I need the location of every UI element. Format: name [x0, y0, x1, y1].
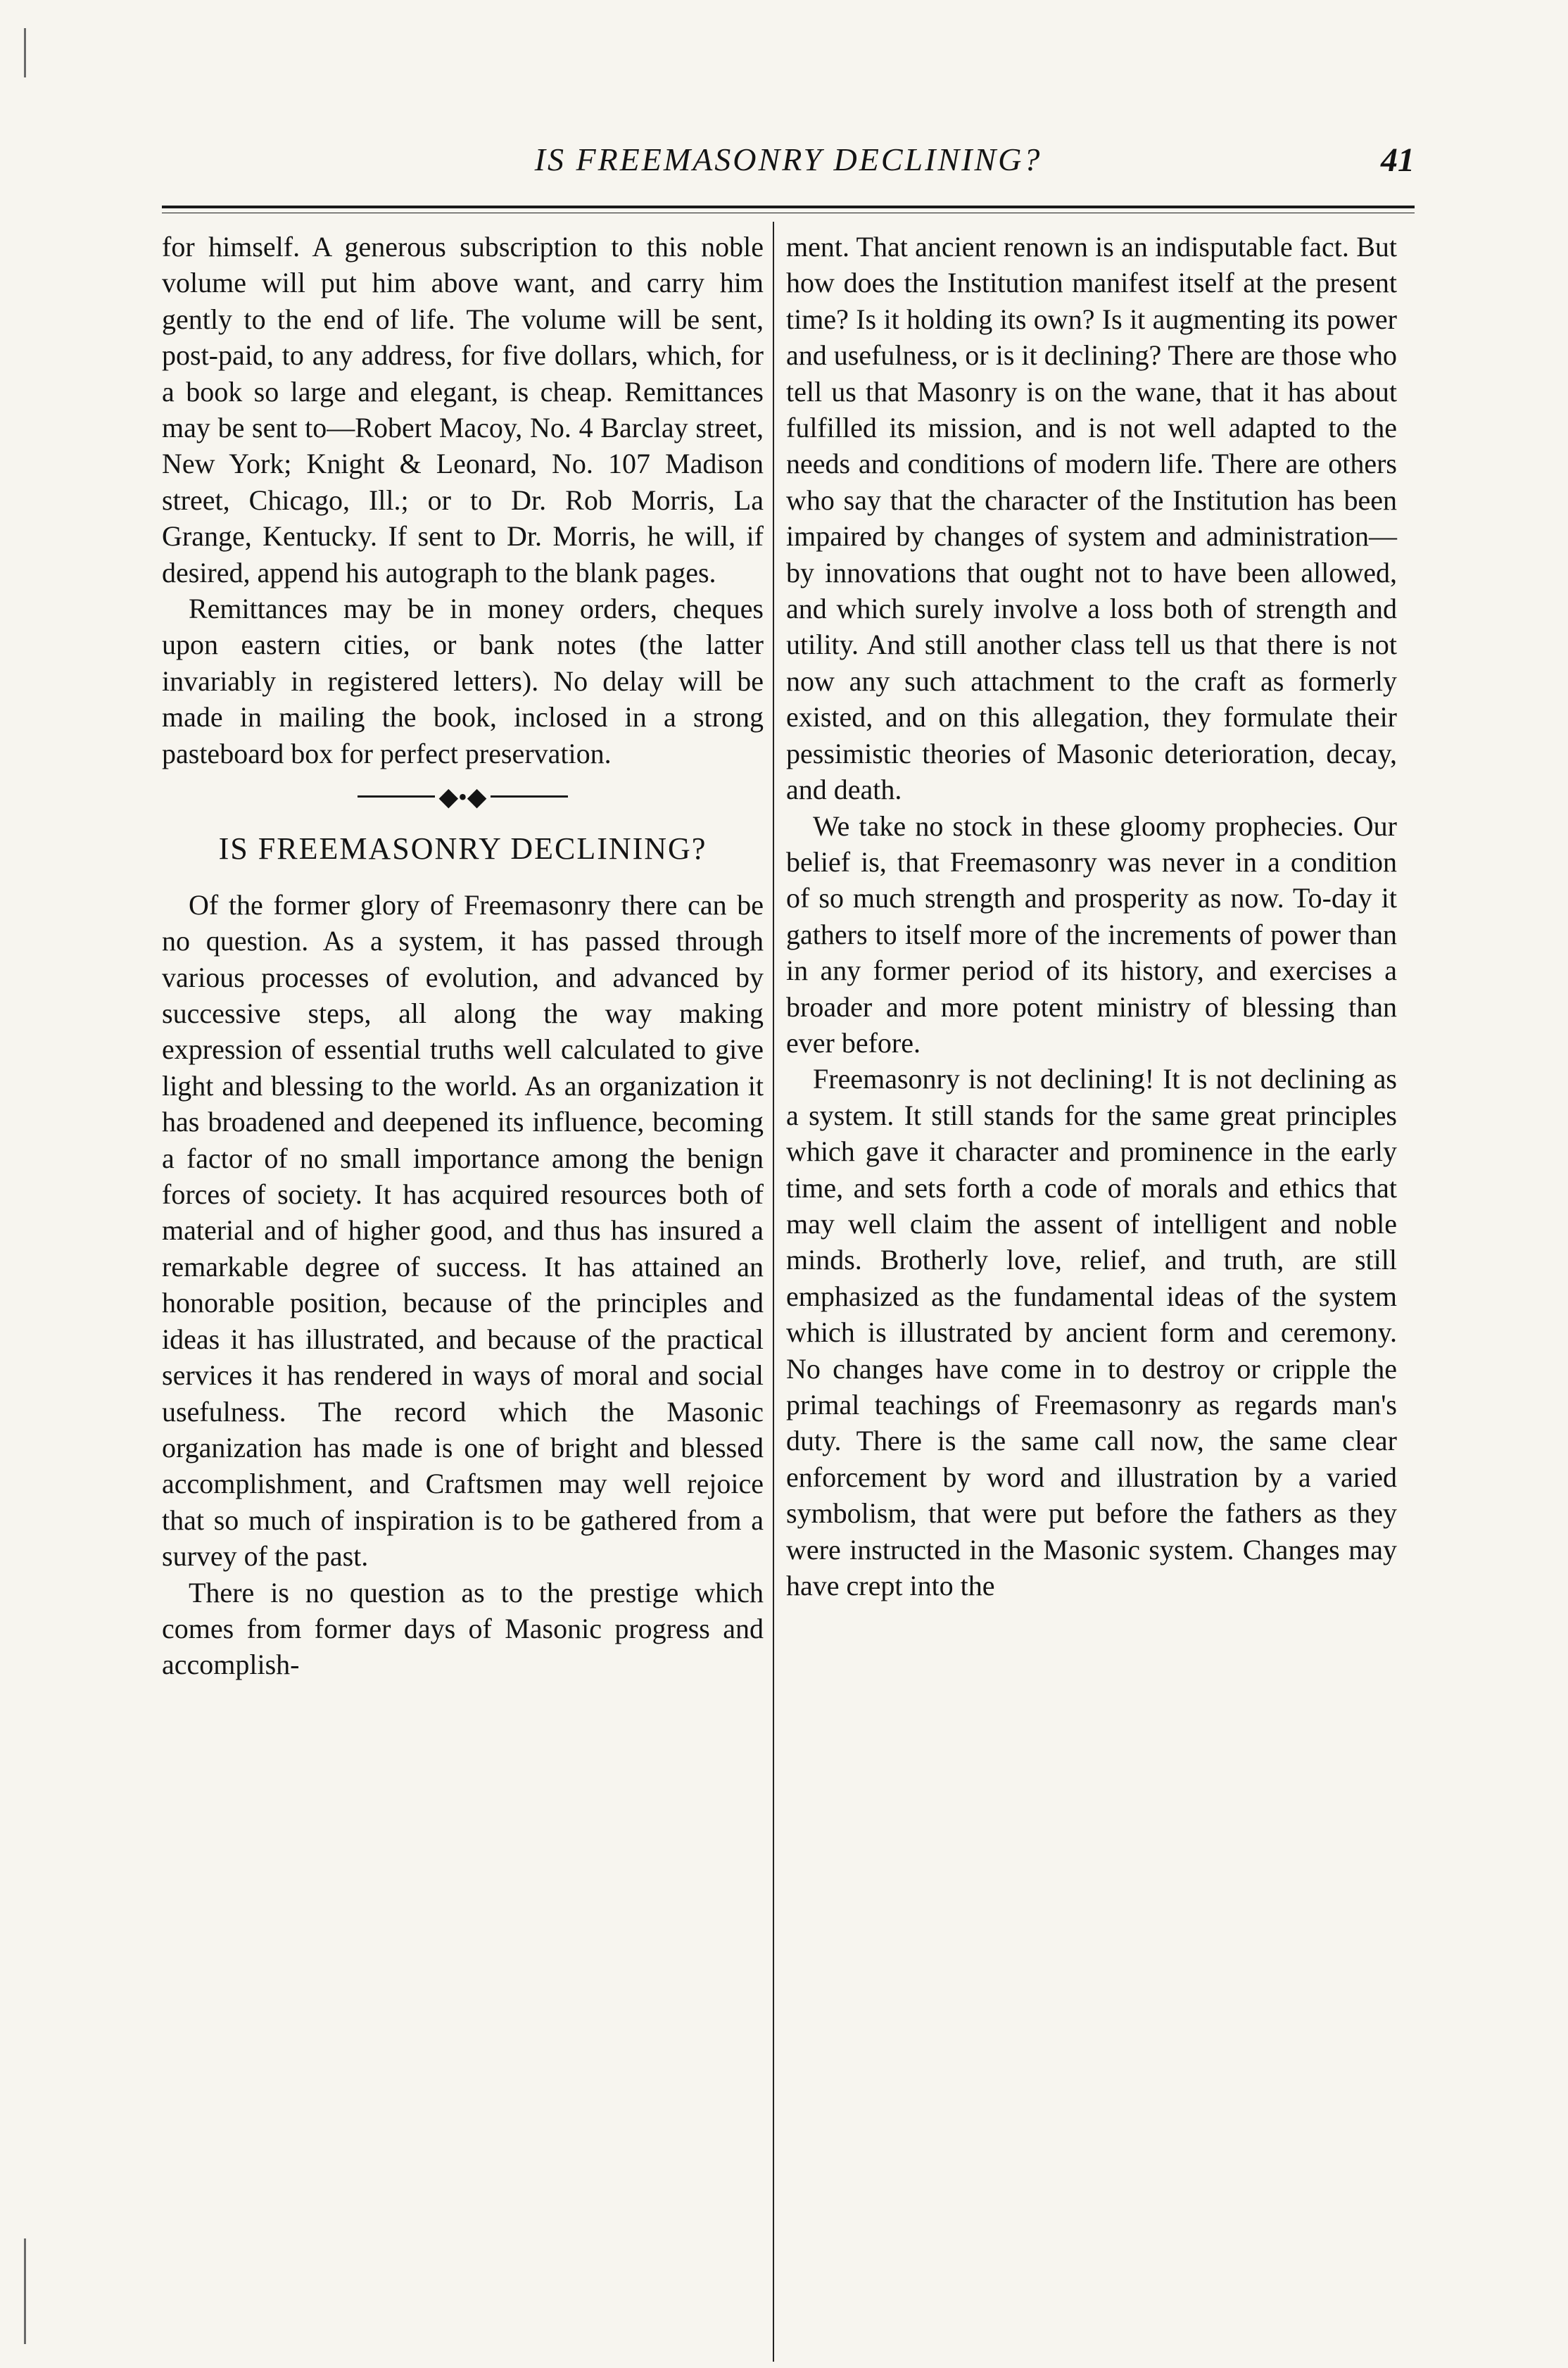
continued-paragraph: for himself. A generous subscription to this noble volume will put him above want, and carry him gently to the end of life. The volume will be sent, post-paid, to any address, for five dollars, which, for a book so large and elegant, is cheap. Remittances may be sent to—Robert Macoy, No. 4 Barclay street, New York; Knight & Leonard, No. 107 Madison street, Chicago, Ill.; or to Dr. Rob Morris, La Grange, Kentucky. If sent to Dr. Morris, he will, if desired, append his autograph to the blank pages.: [162, 231, 764, 588]
page-edge-mark: [24, 2238, 26, 2344]
ornament-rule-right: [491, 795, 568, 798]
running-head-title: IS FREEMASONRY DECLINING?: [534, 141, 1042, 177]
page-number: 41: [1381, 141, 1415, 179]
column-divider: [773, 222, 774, 2362]
page-edge-mark: [24, 28, 26, 77]
right-column: [786, 229, 1397, 1604]
ornament-glyph: ◆•◆: [438, 782, 487, 811]
running-head: [162, 141, 1415, 183]
article-paragraph-1: Of the former glory of Freemasonry there can be no question. As a system, it has passed through various processes of evolution, and advanced by successive steps, all along the way making expression of essential truths well calculated to give light and blessing to the world. As an organization it has broadened and deepened its influence, becoming a factor of no small importance among the benign forces of society. It has acquired resources both of material and of higher good, and thus has insured a remarkable degree of success. It has attained an honorable position, because of the principles and ideas it has illustrated, and because of the practical services it has rendered in ways of moral and social usefulness. The record which the Masonic organization has made is one of bright and blessed accomplishment, and Craftsmen may well rejoice that so much of inspiration is to be gathered from a survey of the past.: [162, 888, 764, 1573]
left-column: [162, 229, 764, 1683]
header-rule: [162, 206, 1415, 208]
article-paragraph-3: We take no stock in these gloomy prophecies. Our belief is, that Freemasonry was never in a condition of so much strength and prosperity as now. To-day it gathers to itself more of the increments of power than in any former period of its history, and exercises a broader and more potent ministry of blessing than ever before.: [786, 810, 1397, 1059]
section-ornament: [162, 780, 764, 811]
article-paragraph-4: Freemasonry is not declining! It is not declining as a system. It still stands for the same great principles which gave it character and prominence in the early time, and sets forth a code of morals and ethics that may well claim the assent of intelligent and noble minds. Brotherly love, relief, and truth, are still emphasized as the fundamental ideas of the system which is illustrated by ancient form and ceremony. No changes have come in to destroy or cripple the primal teachings of Freemasonry as regards man's duty. There is the same call now, the same clear enforcement by word and illustration by a varied symbolism, that were put before the fathers as they were instructed in the Masonic system. Changes may have crept into the: [786, 1063, 1397, 1602]
article-heading: IS FREEMASONRY DECLINING?: [218, 831, 707, 866]
ornament-rule-left: [358, 795, 435, 798]
article-paragraph-2-end: ment. That ancient renown is an indisputable fact. But how does the Institution manifest itself at the present time? Is it holding its own? Is it augmenting its power and usefulness, or is it declining? There are those who tell us that Masonry is on the wane, that it has about fulfilled its mission, and is not well adapted to the needs and conditions of modern life. There are others who say that the character of the Institution has been impaired by changes of system and administration—by innovations that ought not to have been allowed, and which surely involve a loss both of strength and utility. And still another class tell us that there is not now any such attachment to the craft as formerly existed, and on this allegation, they formulate their pessimistic theories of Masonic deterioration, decay, and death.: [786, 231, 1397, 806]
remittance-paragraph: Remittances may be in money orders, cheques upon eastern cities, or bank notes (the latter invariably in registered letters). No delay will be made in mailing the book, inclosed in a strong pasteboard box for perfect preservation.: [162, 593, 764, 769]
article-paragraph-2-start: There is no question as to the prestige which comes from former days of Masonic progress and accomplish-: [162, 1576, 764, 1681]
